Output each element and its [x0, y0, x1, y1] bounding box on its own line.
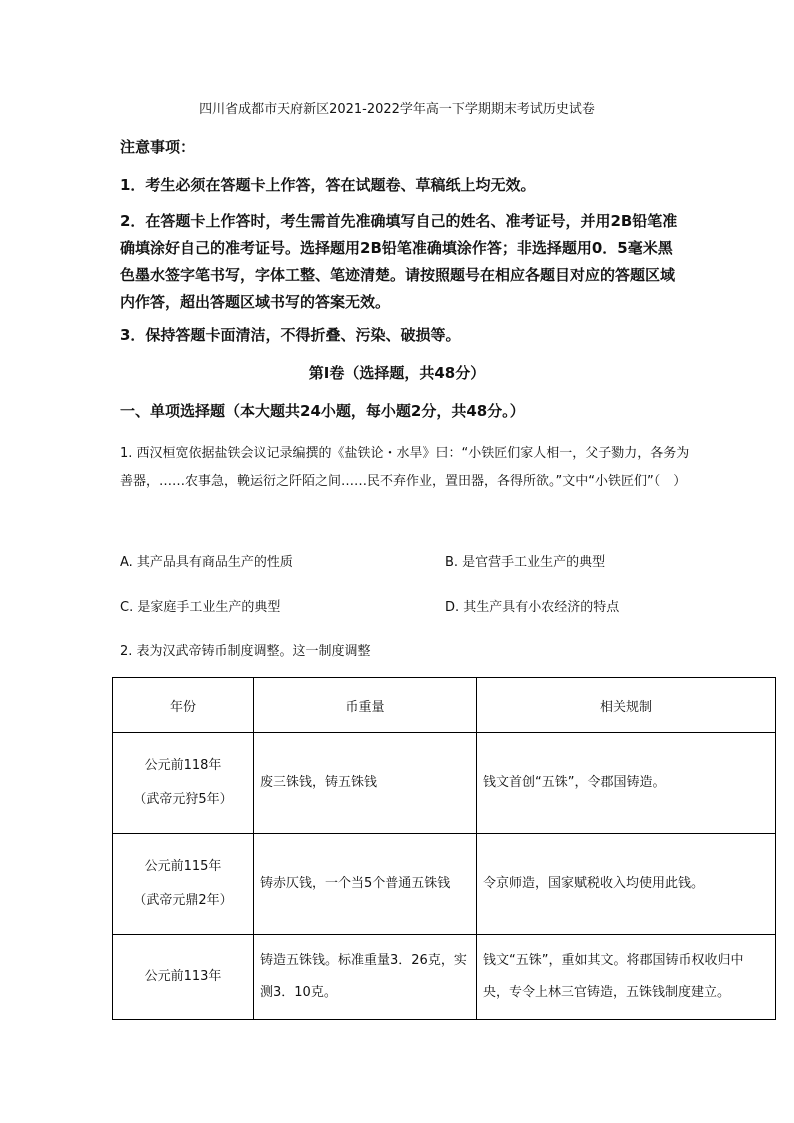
coinage-table	[112, 677, 776, 1020]
coin-cell: 铸造五铢钱。标准重量3．26克，实测3．10克。	[254, 935, 477, 1020]
era-value: （武帝元鼎2年）	[133, 893, 233, 908]
notice-heading: 注意事项：	[120, 138, 196, 156]
year-value: 公元前113年	[144, 969, 222, 984]
table-row	[113, 834, 776, 935]
rule-cell: 钱文首创“五铢”，令郡国铸造。	[477, 733, 776, 834]
rule-cell: 钱文“五铢”，重如其文。将郡国铸币权收归中央，专令上林三官铸造，五铢钱制度建立。	[477, 935, 776, 1020]
year-value: 公元前118年	[144, 758, 222, 773]
table-header-row	[113, 678, 776, 733]
table-header: 币重量	[254, 678, 477, 733]
notice-item-2: 2．在答题卡上作答时，考生需首先准确填写自己的姓名、准考证号，并用2B铅笔准确填涂好自己的准考证号。选择题用2B铅笔准确填涂作答；非选择题用0．5毫米黑色墨水签字笔书写，字体工整、笔迹清楚。请按照题号在相应各题目对应的答题区域内作答，超出答题区域书写的答案无效。	[120, 212, 678, 311]
table-header: 年份	[113, 678, 254, 733]
notice-item-3: 3．保持答题卡面清洁，不得折叠、污染、破损等。	[120, 326, 461, 344]
rule-cell: 令京师造，国家赋税收入均使用此钱。	[477, 834, 776, 935]
table-row	[113, 733, 776, 834]
question-1-text: 1. 西汉桓宽依据盐铁会议记录编撰的《盐铁论・水旱》曰：“小铁匠们家人相一，父子勠力，各务为善器，……农事急，輓运衍之阡陌之间……民不弃作业，置田器，各得所欲。”文中“小铁匠们”（ ）	[120, 446, 690, 489]
option-1c: C. 是家庭手工业生产的典型	[120, 600, 281, 615]
coin-cell: 铸赤仄钱，一个当5个普通五铢钱	[254, 834, 477, 935]
era-value: （武帝元狩5年）	[133, 792, 233, 807]
option-1d: D. 其生产具有小农经济的特点	[445, 600, 620, 615]
question-2-text: 2. 表为汉武帝铸币制度调整。这一制度调整	[120, 644, 371, 659]
year-cell	[113, 733, 254, 834]
year-value: 公元前115年	[144, 859, 222, 874]
part-heading: 一、单项选择题（本大题共24小题，每小题2分，共48分。）	[120, 402, 525, 420]
notice-item-1: 1．考生必须在答题卡上作答，答在试题卷、草稿纸上均无效。	[120, 176, 536, 194]
year-cell	[113, 935, 254, 1020]
exam-title: 四川省成都市天府新区2021-2022学年高一下学期期末考试历史试卷	[199, 102, 595, 117]
section-title: 第I卷（选择题，共48分）	[308, 364, 486, 382]
option-1b: B. 是官营手工业生产的典型	[445, 555, 606, 570]
year-cell	[113, 834, 254, 935]
option-1a: A. 其产品具有商品生产的性质	[120, 555, 293, 570]
table-row	[113, 935, 776, 1020]
coin-cell: 废三铢钱，铸五铢钱	[254, 733, 477, 834]
table-header: 相关规制	[477, 678, 776, 733]
